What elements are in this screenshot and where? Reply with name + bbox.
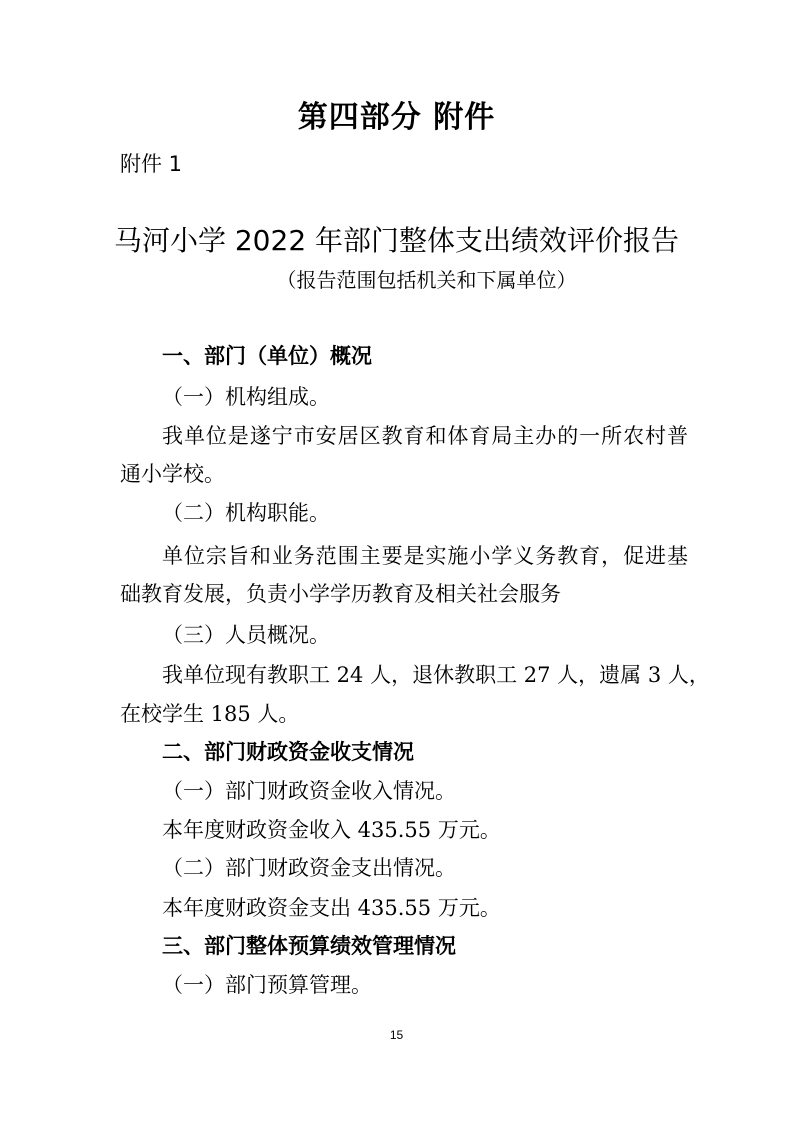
section-heading-1: 一、部门（单位）概况: [162, 344, 372, 368]
subsection-heading-2-1: （一）部门财政资金收入情况。: [162, 779, 456, 803]
subsection-heading-1-3: （三）人员概况。: [162, 623, 330, 647]
paragraph-line: 单位宗旨和业务范围主要是实施小学义务教育，促进基: [162, 544, 688, 568]
paragraph-line: 础教育发展，负责小学学历教育及相关社会服务: [120, 582, 561, 606]
report-title: 马河小学 2022 年部门整体支出绩效评价报告: [113, 224, 680, 257]
subsection-heading-1-1: （一）机构组成。: [162, 385, 330, 409]
subsection-heading-2-2: （二）部门财政资金支出情况。: [162, 856, 456, 880]
paragraph-line: 我单位现有教职工 24 人，退休教职工 27 人，遗属 3 人，: [162, 663, 710, 687]
report-scope: （报告范围包括机关和下属单位）: [276, 268, 577, 292]
part-title: 第四部分 附件: [297, 100, 496, 135]
paragraph-line: 在校学生 185 人。: [120, 702, 300, 726]
page-number: 15: [389, 1028, 404, 1042]
attachment-label: 附件 1: [120, 152, 183, 176]
paragraph-line: 通小学校。: [120, 462, 225, 486]
subsection-heading-3-1: （一）部门预算管理。: [162, 973, 372, 997]
paragraph-line: 本年度财政资金收入 435.55 万元。: [162, 818, 501, 842]
section-heading-3: 三、部门整体预算绩效管理情况: [162, 934, 456, 958]
paragraph-line: 我单位是遂宁市安居区教育和体育局主办的一所农村普: [162, 424, 688, 448]
paragraph-line: 本年度财政资金支出 435.55 万元。: [162, 896, 501, 920]
section-heading-2: 二、部门财政资金收支情况: [162, 740, 414, 764]
subsection-heading-1-2: （二）机构职能。: [162, 501, 330, 525]
